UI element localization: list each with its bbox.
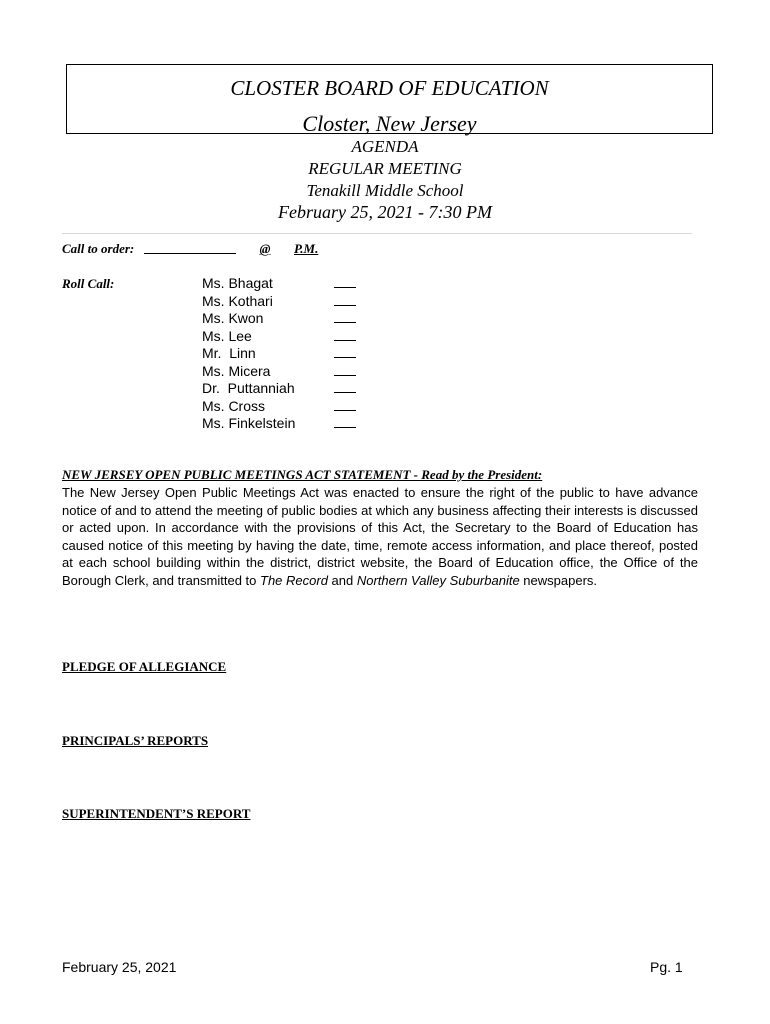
section-pledge: PLEDGE OF ALLEGIANCE xyxy=(62,659,227,674)
title-box xyxy=(66,64,713,134)
footer-date: February 25, 2021 xyxy=(62,959,177,975)
meeting-type: REGULAR MEETING xyxy=(308,159,462,178)
roll-call-member xyxy=(202,293,402,310)
agenda-heading: AGENDA xyxy=(351,137,419,156)
attendance-blank xyxy=(334,340,356,341)
attendance-blank xyxy=(334,305,356,306)
meeting-venue: Tenakill Middle School xyxy=(306,181,464,200)
call-to-order-blank xyxy=(144,241,236,254)
roll-call-member xyxy=(202,275,402,292)
board-title: CLOSTER BOARD OF EDUCATION xyxy=(230,76,549,100)
roll-call-member xyxy=(202,345,402,362)
board-location: Closter, New Jersey xyxy=(302,111,477,136)
newspaper-name: The Record xyxy=(260,572,328,588)
meeting-datetime: February 25, 2021 - 7:30 PM xyxy=(278,202,492,222)
roll-call-member xyxy=(202,363,402,380)
section-principals-reports: PRINCIPALS’ REPORTS xyxy=(62,733,209,748)
member-name: Ms. Cross xyxy=(202,397,265,414)
statement-text: and xyxy=(327,572,357,588)
statement-text: The New Jersey Open Public Meetings Act was enacted to ensure the right of the public to have advance notice of and to attend the meeting of public bodies at which any business affecting their interests is discussed or acted upon. In accordance with the provisions of this Act, the Secretary to the Board of Education has caused notice of this meeting by having the date, time, remote access information, and place thereof, posted at each school building within the district, district website, the Board of Education office, the Office of the Borough Clerk, and transmitted to xyxy=(62,485,698,588)
member-name: Ms. Lee xyxy=(202,327,252,344)
call-to-order-pm: P.M. xyxy=(294,241,319,256)
attendance-blank xyxy=(334,322,356,323)
member-name: Ms. Kwon xyxy=(202,310,264,326)
footer-page-number: Pg. 1 xyxy=(650,959,683,975)
member-name: Ms. Bhagat xyxy=(202,275,273,291)
opma-statement-heading: NEW JERSEY OPEN PUBLIC MEETINGS ACT STATEMENT - Read by the President: xyxy=(62,467,543,482)
attendance-blank xyxy=(334,410,356,411)
member-name: Ms. Finkelstein xyxy=(202,415,296,431)
member-name: Ms. Micera xyxy=(202,362,271,379)
member-name: Ms. Kothari xyxy=(202,292,273,309)
member-name: Dr. Puttanniah xyxy=(202,380,295,396)
roll-call-member xyxy=(202,380,402,397)
roll-call-label: Roll Call: xyxy=(62,276,115,291)
attendance-blank xyxy=(334,375,356,376)
statement-text: newspapers. xyxy=(519,572,598,588)
attendance-blank xyxy=(334,357,356,358)
divider xyxy=(62,233,692,234)
roll-call-member xyxy=(202,328,402,345)
newspaper-name: Northern Valley Suburbanite xyxy=(356,572,520,588)
roll-call-member xyxy=(202,415,402,432)
call-to-order-at: @ xyxy=(259,241,271,256)
call-to-order-label: Call to order: xyxy=(62,241,135,256)
roll-call-member xyxy=(202,398,402,415)
attendance-blank xyxy=(334,287,356,288)
opma-statement-body xyxy=(62,484,698,589)
member-name: Mr. Linn xyxy=(202,345,256,361)
section-superintendent-report: SUPERINTENDENT’S REPORT xyxy=(62,806,251,821)
roll-call-member xyxy=(202,310,402,327)
attendance-blank xyxy=(334,427,356,428)
attendance-blank xyxy=(334,392,356,393)
